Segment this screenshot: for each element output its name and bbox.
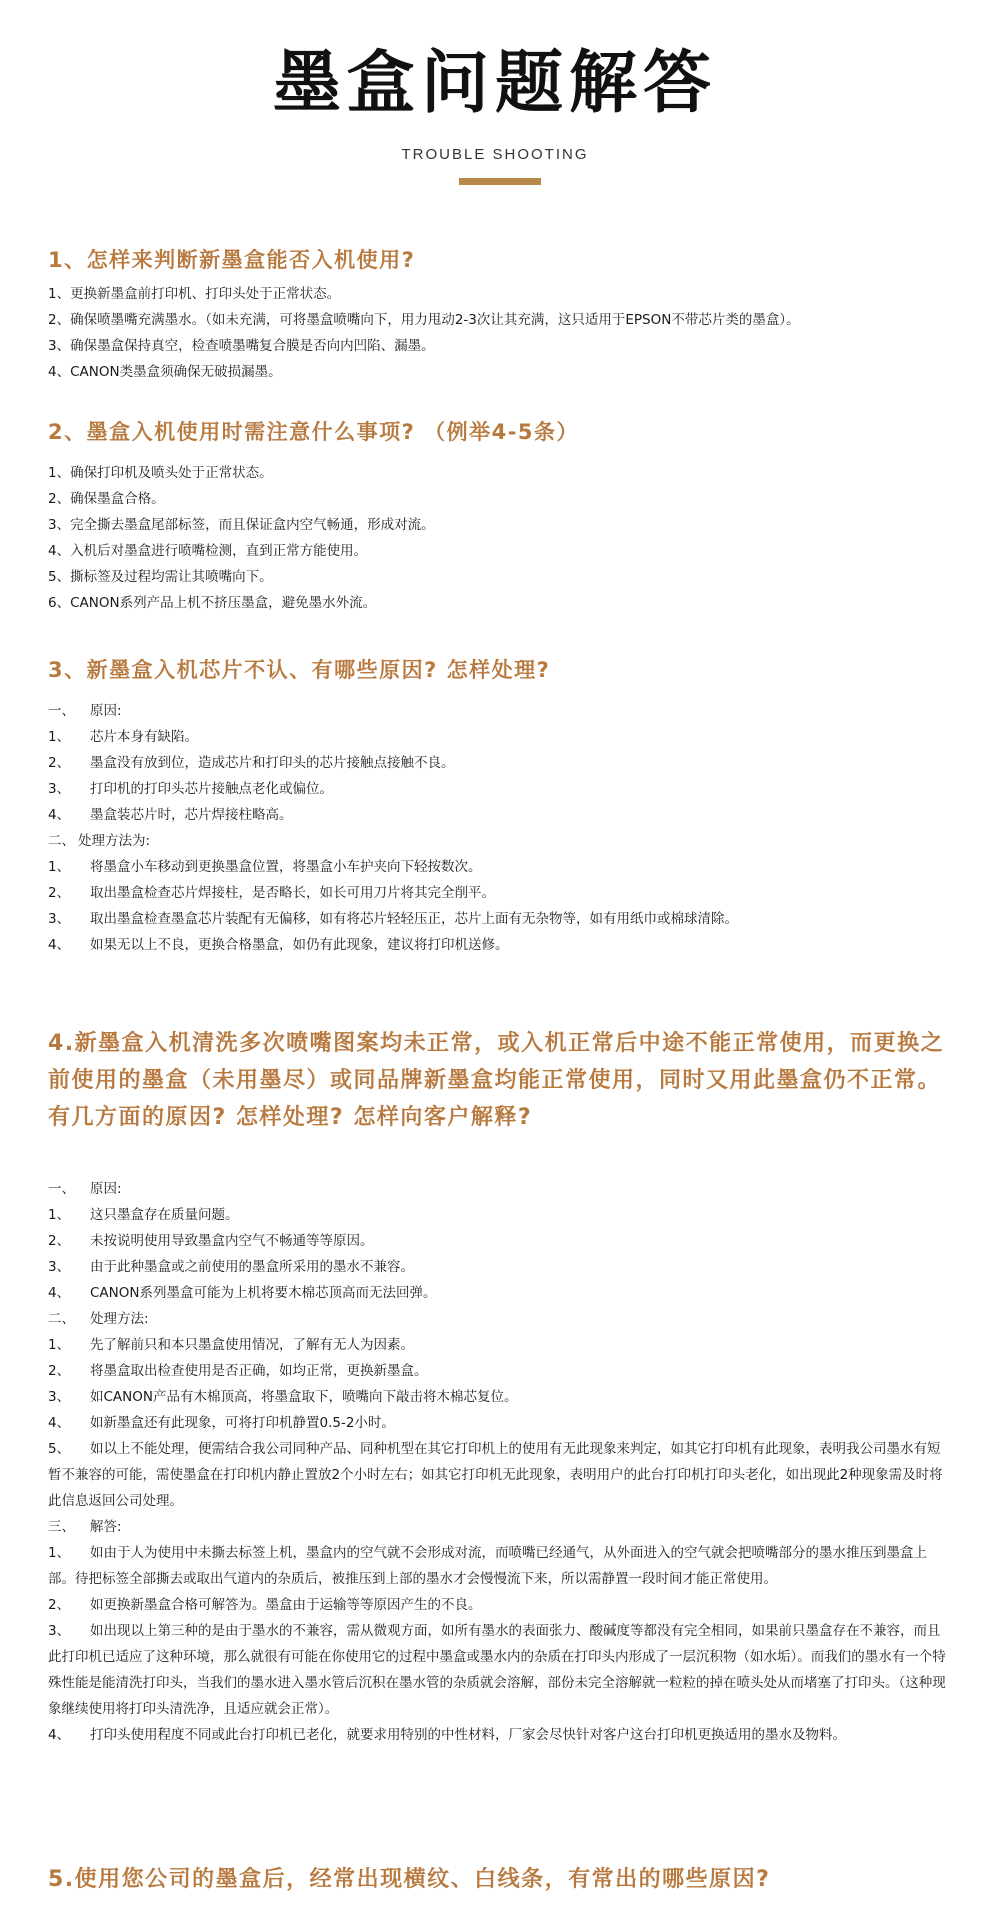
item-text: 这只墨盒存在质量问题。 <box>90 1207 239 1223</box>
item-number: 2、 <box>48 1363 71 1379</box>
item-text: 原因: <box>90 703 122 719</box>
item-number: 4、 <box>48 1727 71 1743</box>
list-item <box>48 1306 948 1332</box>
list-item <box>48 698 948 724</box>
item-number: 2、 <box>48 1233 71 1249</box>
page-title: 墨盒问题解答 <box>272 44 717 123</box>
item-number: 3、 <box>48 911 71 927</box>
item-text: 墨盒装芯片时，芯片焊接柱略高。 <box>90 807 293 823</box>
list-item: 3、完全撕去墨盒尾部标签，而且保证盒内空气畅通，形成对流。 <box>48 517 435 533</box>
list-item: 3、确保墨盒保持真空，检查喷墨嘴复合膜是否向内凹陷、漏墨。 <box>48 338 435 354</box>
list-item <box>48 906 948 932</box>
item-text: 取出墨盒检查墨盒芯片装配有无偏移，如有将芯片轻轻压正，芯片上面有无杂物等，如有用纸巾或棉球清除。 <box>90 911 738 927</box>
item-number: 一、 <box>48 1181 75 1197</box>
item-text: 将墨盒取出检查使用是否正确，如均正常，更换新墨盒。 <box>90 1363 428 1379</box>
list-item <box>48 1280 948 1306</box>
list-item <box>48 1592 948 1618</box>
list-item <box>48 1332 948 1358</box>
item-text: 由于此种墨盒或之前使用的墨盒所采用的墨水不兼容。 <box>90 1259 414 1275</box>
item-number: 2、 <box>48 755 71 771</box>
item-number: 4、 <box>48 1415 71 1431</box>
section-1-list <box>48 281 800 385</box>
item-text: 墨盒没有放到位，造成芯片和打印头的芯片接触点接触不良。 <box>90 755 455 771</box>
item-text: 取出墨盒检查芯片焊接柱，是否略长，如长可用刀片将其完全削平。 <box>90 885 495 901</box>
item-number: 3、 <box>48 781 71 797</box>
item-text: 如以上不能处理，便需结合我公司同种产品、同种机型在其它打印机上的使用有无此现象来判定，如其它打印机有此现象，表明我公司墨水有短暂不兼容的可能，需使墨盒在打印机内静止置放2个小时左右；如其它打印机无此现象，表明用户的此台打印机打印头老化，如出现此2种现象需及时将此信息返回公司处理。 <box>48 1441 943 1509</box>
item-text: 打印头使用程度不同或此台打印机已老化，就要求用特别的中性材料，厂家会尽快针对客户这台打印机更换适用的墨水及物料。 <box>90 1727 846 1743</box>
item-text: 如由于人为使用中未撕去标签上机，墨盒内的空气就不会形成对流，而喷嘴已经通气，从外面进入的空气就会把喷嘴部分的墨水推压到墨盒上部。待把标签全部撕去或取出气道内的杂质后，被推压到上部的墨水才会慢慢流下来，所以需静置一段时间才能正常使用。 <box>48 1545 927 1587</box>
section-3-title: 3、新墨盒入机芯片不认、有哪些原因? 怎样处理? <box>48 658 551 682</box>
item-text: CANON系列墨盒可能为上机将要木棉芯顶高而无法回弹。 <box>90 1285 437 1301</box>
item-number: 1、 <box>48 859 71 875</box>
item-text: 未按说明使用导致墨盒内空气不畅通等等原因。 <box>90 1233 374 1249</box>
item-text: 将墨盒小车移动到更换墨盒位置，将墨盒小车护夹向下轻按数次。 <box>90 859 482 875</box>
list-item <box>48 750 948 776</box>
item-text: 如更换新墨盒合格可解答为。墨盒由于运输等等原因产生的不良。 <box>90 1597 482 1613</box>
list-item <box>48 1514 948 1540</box>
list-item <box>48 1722 948 1748</box>
section-2-title: 2、墨盒入机使用时需注意什么事项? （例举4-5条） <box>48 420 580 444</box>
item-number: 2、 <box>48 1597 71 1613</box>
list-item: 1、更换新墨盒前打印机、打印头处于正常状态。 <box>48 286 341 302</box>
item-text: 先了解前只和本只墨盒使用情况，了解有无人为因素。 <box>90 1337 414 1353</box>
list-item: 6、CANON系列产品上机不挤压墨盒，避免墨水外流。 <box>48 595 377 611</box>
list-item <box>48 802 948 828</box>
item-number: 4、 <box>48 1285 71 1301</box>
item-number: 三、 <box>48 1519 75 1535</box>
list-item <box>48 1176 948 1202</box>
list-item: 4、CANON类墨盒须确保无破损漏墨。 <box>48 364 282 380</box>
section-2-list <box>48 460 435 616</box>
list-item <box>48 1254 948 1280</box>
item-text: 处理方法: <box>90 1311 149 1327</box>
item-number: 1、 <box>48 729 71 745</box>
item-text: 打印机的打印头芯片接触点老化或偏位。 <box>90 781 333 797</box>
list-item: 2、确保喷墨嘴充满墨水。（如未充满，可将墨盒喷嘴向下，用力甩动2-3次让其充满，这只适用于EPSON不带芯片类的墨盒）。 <box>48 312 800 328</box>
list-item <box>48 776 948 802</box>
item-text: 如出现以上第三种的是由于墨水的不兼容，需从微观方面，如所有墨水的表面张力、酸碱度等都没有完全相同，如果前只墨盒存在不兼容，而且此打印机已适应了这种环境，那么就很有可能在你使用它的过程中墨盒或墨水内的杂质在打印头内形成了一层沉积物（如水垢）。而我们的墨水有一个特殊性能是能清洗打印头，当我们的墨水进入墨水管后沉积在墨水管的杂质就会溶解，部份未完全溶解就一粒粒的掉在喷头处从而堵塞了打印头。（这种现象继续使用将打印头清洗净，且适应就会正常）。 <box>48 1623 946 1717</box>
list-item <box>48 1384 948 1410</box>
list-item <box>48 828 948 854</box>
list-item <box>48 1540 948 1592</box>
item-text: 处理方法为: <box>78 833 151 849</box>
page-subtitle: TROUBLE SHOOTING <box>401 146 589 163</box>
item-number: 3、 <box>48 1389 71 1405</box>
list-item: 2、确保墨盒合格。 <box>48 491 165 507</box>
item-number: 1、 <box>48 1337 71 1353</box>
list-item <box>48 1358 948 1384</box>
item-text: 原因: <box>90 1181 122 1197</box>
item-number: 一、 <box>48 703 75 719</box>
list-item: 4、入机后对墨盒进行喷嘴检测，直到正常方能使用。 <box>48 543 368 559</box>
list-item: 5、撕标签及过程均需让其喷嘴向下。 <box>48 569 273 585</box>
list-item <box>48 854 948 880</box>
list-item <box>48 724 948 750</box>
list-item <box>48 932 948 958</box>
item-text: 芯片本身有缺陷。 <box>90 729 198 745</box>
list-item <box>48 1618 948 1722</box>
list-item: 1、确保打印机及喷头处于正常状态。 <box>48 465 273 481</box>
section-5-title: 5.使用您公司的墨盒后，经常出现横纹、白线条，有常出的哪些原因? <box>48 1867 771 1892</box>
item-text: 如果无以上不良，更换合格墨盒，如仍有此现象，建议将打印机送修。 <box>90 937 509 953</box>
item-text: 如CANON产品有木棉顶高，将墨盒取下，喷嘴向下敲击将木棉芯复位。 <box>90 1389 518 1405</box>
list-item <box>48 1436 948 1514</box>
section-4-list <box>48 1176 948 1748</box>
item-number: 4、 <box>48 937 71 953</box>
list-item <box>48 1202 948 1228</box>
list-item <box>48 1228 948 1254</box>
item-number: 3、 <box>48 1259 71 1275</box>
item-number: 1、 <box>48 1207 71 1223</box>
list-item <box>48 1410 948 1436</box>
section-1-title: 1、怎样来判断新墨盒能否入机使用? <box>48 248 416 272</box>
item-text: 解答: <box>90 1519 122 1535</box>
section-3-list <box>48 698 948 958</box>
section-4-title: 4.新墨盒入机清洗多次喷嘴图案均未正常，或入机正常后中途不能正常使用，而更换之前使用的墨盒（未用墨尽）或同品牌新墨盒均能正常使用，同时又用此墨盒仍不正常。有几方面的原因? 怎样处理? 怎样向客户解释? <box>48 1031 945 1130</box>
title-accent-bar <box>459 178 541 185</box>
item-number: 二、 <box>48 833 75 849</box>
item-number: 4、 <box>48 807 71 823</box>
item-number: 3、 <box>48 1623 71 1639</box>
list-item <box>48 880 948 906</box>
item-number: 5、 <box>48 1441 71 1457</box>
item-number: 二、 <box>48 1311 75 1327</box>
item-text: 如新墨盒还有此现象，可将打印机静置0.5-2小时。 <box>90 1415 395 1431</box>
item-number: 1、 <box>48 1545 71 1561</box>
item-number: 2、 <box>48 885 71 901</box>
